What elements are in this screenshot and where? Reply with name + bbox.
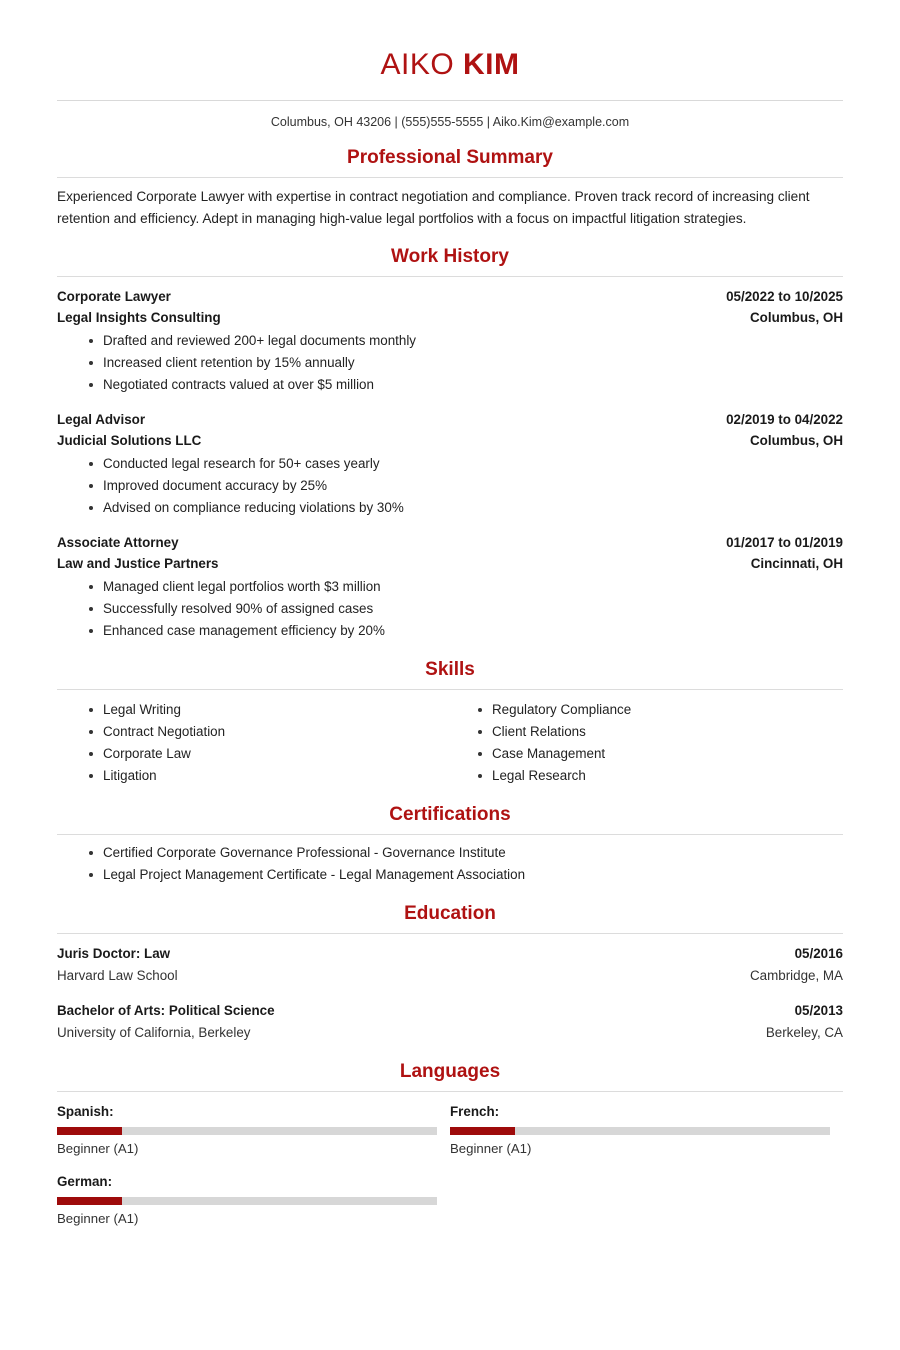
job-bullet-list bbox=[57, 453, 843, 519]
job-entry bbox=[57, 286, 843, 396]
job-bullet: Negotiated contracts valued at over $5 million bbox=[103, 374, 843, 396]
job-bullet-list bbox=[57, 576, 843, 642]
language-entry bbox=[450, 1102, 843, 1159]
skill-item: Legal Research bbox=[492, 765, 843, 787]
education-date: 05/2016 bbox=[794, 946, 843, 961]
job-entry bbox=[57, 409, 843, 519]
section-professional-summary bbox=[57, 146, 843, 229]
job-bullet: Advised on compliance reducing violations by 30% bbox=[103, 497, 843, 519]
job-bullet: Successfully resolved 90% of assigned cases bbox=[103, 598, 843, 620]
language-name: Spanish: bbox=[57, 1104, 114, 1119]
job-dates: 01/2017 to 01/2019 bbox=[726, 535, 843, 550]
skills-column-right bbox=[450, 697, 843, 787]
education-entry bbox=[57, 1000, 843, 1044]
skill-item: Litigation bbox=[103, 765, 450, 787]
section-title-professional-summary: Professional Summary bbox=[347, 147, 553, 168]
language-entry bbox=[57, 1102, 450, 1159]
job-title-row bbox=[57, 532, 843, 553]
education-school: Harvard Law School bbox=[57, 968, 178, 983]
language-name: French: bbox=[450, 1104, 500, 1119]
last-name: KIM bbox=[463, 48, 520, 81]
language-level: Beginner (A1) bbox=[57, 1141, 139, 1156]
education-entry bbox=[57, 943, 843, 987]
job-dates: 05/2022 to 10/2025 bbox=[726, 289, 843, 304]
section-title-certifications: Certifications bbox=[389, 804, 511, 825]
section-title-education: Education bbox=[404, 903, 496, 924]
section-divider bbox=[57, 689, 843, 690]
language-level: Beginner (A1) bbox=[450, 1141, 532, 1156]
skill-item: Corporate Law bbox=[103, 743, 450, 765]
section-certifications bbox=[57, 803, 843, 886]
language-proficiency-fill bbox=[57, 1197, 122, 1205]
section-divider bbox=[57, 276, 843, 277]
language-name: German: bbox=[57, 1174, 113, 1189]
language-proficiency-fill bbox=[57, 1127, 122, 1135]
job-location: Columbus, OH bbox=[750, 433, 843, 448]
skills-columns bbox=[57, 697, 843, 787]
certification-item: Certified Corporate Governance Professional - Governance Institute bbox=[103, 842, 843, 864]
languages-list bbox=[57, 1102, 843, 1242]
section-title-work-history: Work History bbox=[391, 246, 509, 267]
language-proficiency-bar bbox=[450, 1127, 830, 1135]
job-bullet: Managed client legal portfolios worth $3 million bbox=[103, 576, 843, 598]
education-location: Berkeley, CA bbox=[765, 1025, 843, 1040]
job-bullet-list bbox=[57, 330, 843, 396]
job-company: Judicial Solutions LLC bbox=[57, 433, 202, 448]
summary-text: Experienced Corporate Lawyer with expertise in contract negotiation and compliance. Proven track record of increasing client retention and efficiency. Adept in managing high-value legal portfolios with a focus on impactful litigation strategies. bbox=[57, 189, 810, 226]
education-school-row bbox=[57, 1022, 843, 1044]
section-divider bbox=[57, 177, 843, 178]
job-title-row bbox=[57, 286, 843, 307]
first-name: AIKO bbox=[380, 48, 455, 81]
job-company-row bbox=[57, 307, 843, 328]
skill-item: Case Management bbox=[492, 743, 843, 765]
section-title-skills: Skills bbox=[425, 659, 475, 680]
skills-column-left bbox=[57, 697, 450, 787]
section-education bbox=[57, 902, 843, 1044]
education-school-row bbox=[57, 965, 843, 987]
job-company-row bbox=[57, 553, 843, 574]
job-title: Legal Advisor bbox=[57, 412, 146, 427]
job-company: Legal Insights Consulting bbox=[57, 310, 221, 325]
section-title-languages: Languages bbox=[399, 1061, 501, 1082]
skill-item: Legal Writing bbox=[103, 699, 450, 721]
job-bullet: Increased client retention by 15% annually bbox=[103, 352, 843, 374]
header-divider bbox=[57, 100, 843, 101]
language-proficiency-bar bbox=[57, 1197, 437, 1205]
language-level: Beginner (A1) bbox=[57, 1211, 139, 1226]
job-entry bbox=[57, 532, 843, 642]
skill-item: Contract Negotiation bbox=[103, 721, 450, 743]
language-proficiency-bar bbox=[57, 1127, 437, 1135]
section-languages bbox=[57, 1060, 843, 1242]
section-divider bbox=[57, 933, 843, 934]
job-title: Corporate Lawyer bbox=[57, 289, 171, 304]
candidate-name bbox=[57, 46, 843, 84]
resume-header bbox=[57, 46, 843, 130]
certification-item: Legal Project Management Certificate - Legal Management Association bbox=[103, 864, 843, 886]
skills-list-left bbox=[57, 699, 450, 787]
certifications-list bbox=[57, 842, 843, 886]
job-bullet: Enhanced case management efficiency by 20% bbox=[103, 620, 843, 642]
education-school: University of California, Berkeley bbox=[57, 1025, 251, 1040]
job-company-row bbox=[57, 430, 843, 451]
job-title: Associate Attorney bbox=[57, 535, 179, 550]
section-skills bbox=[57, 658, 843, 787]
job-company: Law and Justice Partners bbox=[57, 556, 219, 571]
education-list bbox=[57, 943, 843, 1044]
job-location: Columbus, OH bbox=[750, 310, 843, 325]
job-bullet: Improved document accuracy by 25% bbox=[103, 475, 843, 497]
job-location: Cincinnati, OH bbox=[750, 556, 843, 571]
section-work-history bbox=[57, 245, 843, 642]
section-divider bbox=[57, 1091, 843, 1092]
education-location: Cambridge, MA bbox=[749, 968, 843, 983]
skills-list-right bbox=[450, 699, 843, 787]
job-dates: 02/2019 to 04/2022 bbox=[726, 412, 843, 427]
education-degree-row bbox=[57, 943, 843, 965]
section-divider bbox=[57, 834, 843, 835]
education-degree-row bbox=[57, 1000, 843, 1022]
contact-line: Columbus, OH 43206 | (555)555-5555 | Aiko.Kim@example.com bbox=[270, 115, 630, 129]
education-date: 05/2013 bbox=[794, 1003, 843, 1018]
education-degree: Bachelor of Arts: Political Science bbox=[57, 1003, 275, 1018]
education-degree: Juris Doctor: Law bbox=[57, 946, 171, 961]
skill-item: Regulatory Compliance bbox=[492, 699, 843, 721]
skill-item: Client Relations bbox=[492, 721, 843, 743]
work-history-list bbox=[57, 286, 843, 642]
job-title-row bbox=[57, 409, 843, 430]
certification-bullet-list bbox=[57, 842, 843, 886]
job-bullet: Conducted legal research for 50+ cases yearly bbox=[103, 453, 843, 475]
job-bullet: Drafted and reviewed 200+ legal documents monthly bbox=[103, 330, 843, 352]
language-entry bbox=[57, 1172, 450, 1229]
language-proficiency-fill bbox=[450, 1127, 515, 1135]
